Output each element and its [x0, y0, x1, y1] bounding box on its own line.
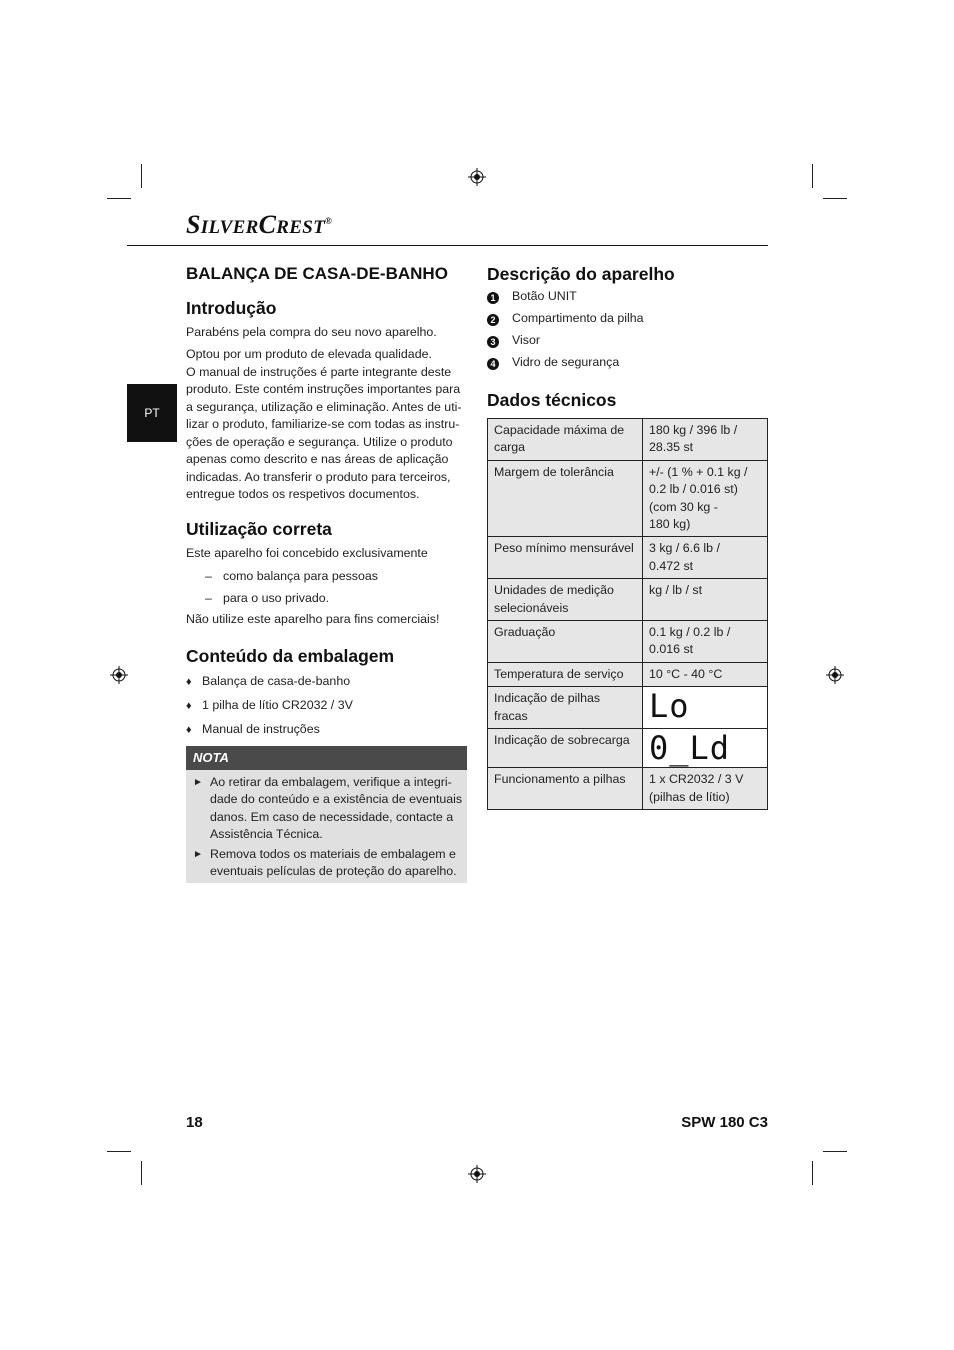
model-number: SPW 180 C3	[681, 1114, 768, 1131]
table-row: Graduação 0.1 kg / 0.2 lb / 0.016 st	[488, 621, 768, 663]
description-heading: Descrição do aparelho	[487, 264, 675, 284]
header-rule	[127, 245, 768, 246]
brand-logo: SILVERCREST®	[186, 210, 332, 239]
crop-mark	[107, 1151, 131, 1152]
registration-mark-icon	[826, 666, 844, 684]
registration-mark-icon	[468, 168, 486, 186]
list-item: 3 Visor	[487, 333, 540, 348]
intro-paragraph-1: Parabéns pela compra do seu novo aparelho.	[186, 325, 437, 339]
table-row: Indicação de sobrecarga 0_Ld	[488, 729, 768, 768]
lcd-overload-display: 0_Ld	[649, 729, 731, 768]
list-item: – como balança para pessoas	[205, 569, 378, 583]
table-row: Capacidade máxima de carga 180 kg / 396 lb / 28.35 st	[488, 419, 768, 461]
list-item: ♦ Manual de instruções	[186, 722, 320, 736]
crop-mark	[823, 1151, 847, 1152]
table-row: Peso mínimo mensurável 3 kg / 6.6 lb / 0.472 st	[488, 537, 768, 579]
table-row: Unidades de medição selecionáveis kg / lb / st	[488, 579, 768, 621]
correct-use-warning: Não utilize este aparelho para fins comerciais!	[186, 612, 440, 626]
registration-mark-icon	[110, 666, 128, 684]
lcd-low-battery-display: Lo	[649, 687, 690, 726]
note-title: NOTA	[186, 746, 467, 770]
tech-heading: Dados técnicos	[487, 390, 617, 410]
tech-table	[487, 418, 768, 810]
crop-mark	[823, 198, 847, 199]
list-item: – para o uso privado.	[205, 591, 330, 605]
note-box: NOTA ► Ao retirar da embalagem, verifique a integri- dade do conteúdo e a existência de eventuais danos. Em caso de necessidade, contacte a Assistência Técnica. ► Remova todos os materiais de embalagem e eventuais películas de proteção do aparelho.	[186, 746, 467, 883]
crop-mark	[141, 164, 142, 188]
table-row: Margem de tolerância +/- (1 % + 0.1 kg / 0.2 lb / 0.016 st) (com 30 kg - 180 kg)	[488, 460, 768, 537]
language-tab: PT	[127, 384, 177, 442]
table-row: Temperatura de serviço 10 °C - 40 °C	[488, 662, 768, 686]
table-row: Indicação de pilhas fracas Lo	[488, 687, 768, 729]
correct-use-heading: Utilização correta	[186, 519, 332, 539]
table-row: Funcionamento a pilhas 1 x CR2032 / 3 V (pilhas de lítio)	[488, 768, 768, 810]
main-title: BALANÇA DE CASA-DE-BANHO	[186, 264, 448, 283]
list-item: ♦ Balança de casa-de-banho	[186, 674, 351, 688]
correct-use-text: Este aparelho foi concebido exclusivamente	[186, 546, 428, 560]
crop-mark	[812, 164, 813, 188]
crop-mark	[141, 1161, 142, 1185]
arrow-right-icon: ►	[193, 777, 203, 788]
registration-mark-icon	[468, 1165, 486, 1183]
page-number: 18	[186, 1114, 203, 1131]
crop-mark	[107, 198, 131, 199]
intro-paragraph-2: Optou por um produto de elevada qualidade. O manual de instruções é parte integrante deste produto. Este contém instruções importantes para a segurança, utilização e eliminação. Antes de uti- lizar o produto, familiarize-se com todas as instru- ções de operação e segurança. Utilize o produto apenas como descrito e nas áreas de aplicação indicadas. Ao transferir o produto para terceiros, entregue todos os respetivos documentos.	[186, 347, 462, 501]
intro-heading: Introdução	[186, 298, 277, 318]
list-item: ♦ 1 pilha de lítio CR2032 / 3V	[186, 698, 353, 712]
package-heading: Conteúdo da embalagem	[186, 646, 395, 666]
arrow-right-icon: ►	[193, 849, 203, 860]
list-item: 1 Botão UNIT	[487, 289, 577, 304]
list-item: 4 Vidro de segurança	[487, 355, 619, 370]
crop-mark	[812, 1161, 813, 1185]
list-item: 2 Compartimento da pilha	[487, 311, 644, 326]
